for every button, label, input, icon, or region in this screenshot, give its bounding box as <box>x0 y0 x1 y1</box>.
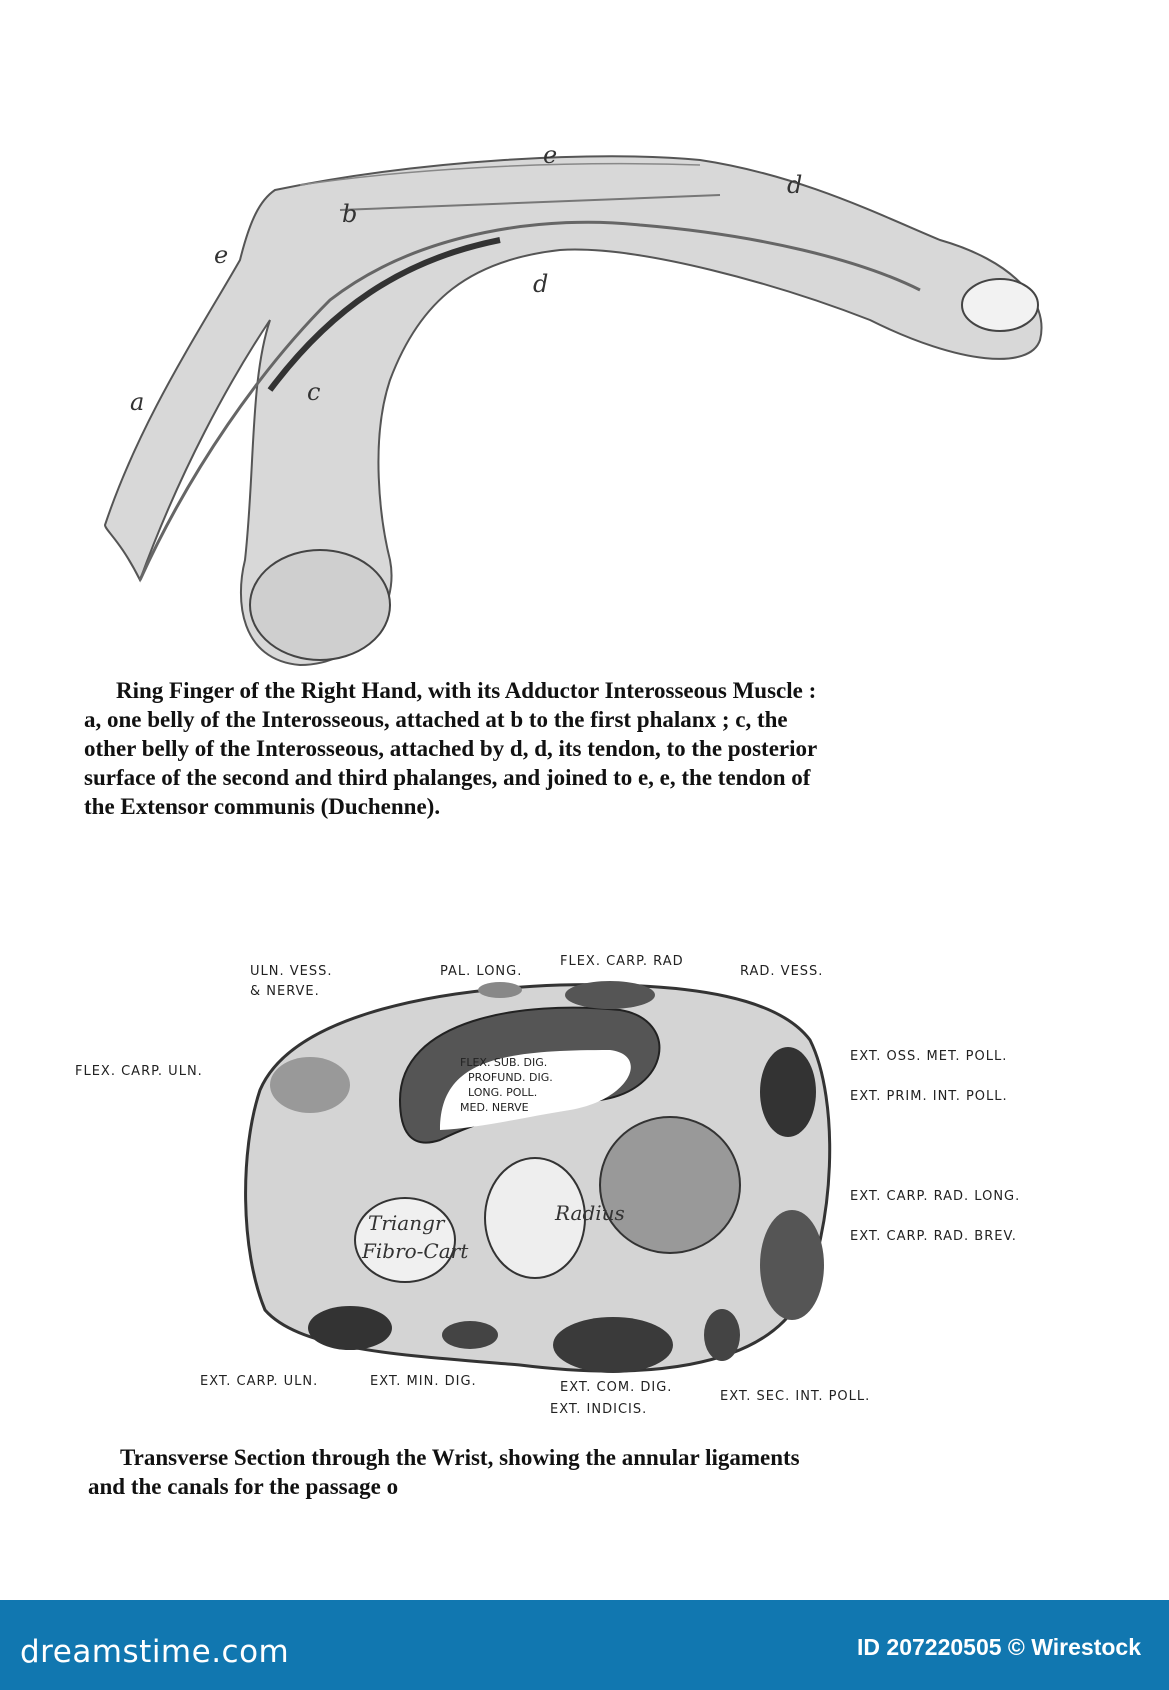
figure1-caption <box>84 676 1060 821</box>
figure2-caption <box>88 1443 1062 1501</box>
label-ext-carp-uln: EXT. CARP. ULN. <box>200 1374 319 1389</box>
label-b: b <box>342 200 358 228</box>
caption-line: and the canals for the passage o <box>88 1474 399 1499</box>
wrist-section-illustration <box>75 954 1020 1417</box>
label-med-nerve: MED. NERVE <box>460 1101 529 1114</box>
label-triang: Triangr <box>368 1211 445 1235</box>
label-rad-vess: RAD. VESS. <box>740 964 824 979</box>
label-long-poll: LONG. POLL. <box>468 1086 538 1099</box>
label-ext-prim-int-poll: EXT. PRIM. INT. POLL. <box>850 1089 1008 1104</box>
label-fibro-cart: Fibro-Cart <box>362 1239 469 1263</box>
label-d-mid: d <box>533 270 549 298</box>
label-a: a <box>130 388 145 416</box>
caption-line: the Extensor communis (Duchenne). <box>84 794 441 819</box>
label-e-left: e <box>214 241 229 269</box>
label-ext-oss-met-poll: EXT. OSS. MET. POLL. <box>850 1049 1008 1064</box>
label-ext-carp-rad-long: EXT. CARP. RAD. LONG. <box>850 1189 1021 1204</box>
label-ext-carp-rad-brev: EXT. CARP. RAD. BREV. <box>850 1229 1017 1244</box>
label-c: c <box>307 378 321 406</box>
image-credit: ID 207220505 © Wirestock <box>857 1634 1141 1660</box>
label-flex-carp-uln: FLEX. CARP. ULN. <box>75 1064 203 1079</box>
caption-line: surface of the second and third phalanges, and joined to e, e, the tendon of <box>84 765 811 790</box>
label-nerve: & NERVE. <box>250 984 320 999</box>
label-uln-vess: ULN. VESS. <box>250 964 333 979</box>
label-radius: Radius <box>555 1201 625 1225</box>
label-pal-long: PAL. LONG. <box>440 964 523 979</box>
caption-line: Transverse Section through the Wrist, showing the annular ligaments <box>120 1445 800 1470</box>
label-ext-indicis: EXT. INDICIS. <box>550 1402 648 1417</box>
label-ext-com-dig: EXT. COM. DIG. <box>560 1380 673 1395</box>
label-e-top: e <box>543 141 558 169</box>
label-flex-sub-dig: FLEX. SUB. DIG. <box>460 1056 548 1069</box>
label-profund-dig: PROFUND. DIG. <box>468 1071 553 1084</box>
caption-line: a, one belly of the Interosseous, attached at b to the first phalanx ; c, the <box>84 707 788 732</box>
label-ext-sec-int-poll: EXT. SEC. INT. POLL. <box>720 1389 871 1404</box>
caption-line: Ring Finger of the Right Hand, with its Adductor Interosseous Muscle : <box>116 678 817 703</box>
watermark-footer <box>0 1600 1169 1690</box>
label-flex-carp-rad: FLEX. CARP. RAD <box>560 954 684 969</box>
label-ext-min-dig: EXT. MIN. DIG. <box>370 1374 477 1389</box>
caption-line: other belly of the Interosseous, attached by d, d, its tendon, to the posterior <box>84 736 818 761</box>
label-d-top: d <box>787 171 803 199</box>
dreamstime-logo[interactable]: dreamstime.com <box>20 1634 290 1670</box>
ring-finger-illustration <box>105 141 1042 665</box>
